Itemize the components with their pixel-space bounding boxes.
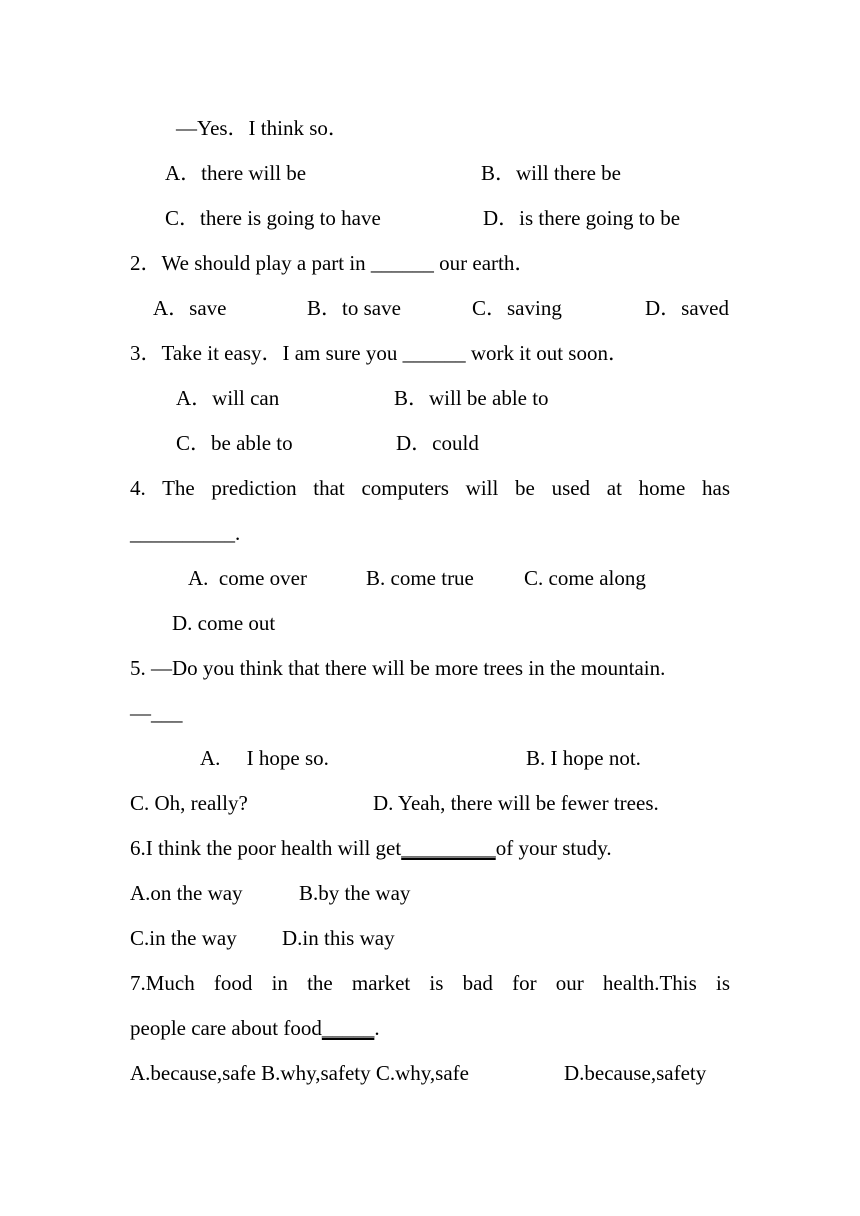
option-d: D. come out [172,611,276,635]
option-a: A．save [153,296,227,320]
option-b: B．will be able to [394,386,549,410]
option-d: D.in this way [282,926,395,950]
option-c: C．be able to [176,431,293,455]
option-c: C. come along [524,566,646,590]
question-6-blank: _________ [401,836,496,860]
question-7-blank: _____ [321,1016,375,1040]
question-7-continued [130,1015,380,1041]
option-b: B. I hope not. [526,746,641,770]
option-b: B.by the way [299,881,411,905]
question-6-text: 6.I think the poor health will get [130,836,402,860]
option-a: A. I hope so. [200,746,329,770]
question-2: 2．We should play a part in ______ our earth． [130,251,536,275]
question-7: 7.Much food in the market is bad for our health.This is [130,971,730,995]
option-b: B．will there be [481,161,621,185]
option-d: D．is there going to be [483,206,681,230]
question-4: 4. The prediction that computers will be used at home has [130,476,730,500]
options-abc: A.because,safe B.why,safety C.why,safe [130,1061,469,1085]
option-a: A．there will be [165,161,307,185]
answer-line: —Yes．I think so． [176,116,349,140]
option-c: C．there is going to have [165,206,381,230]
option-c: C. Oh, really? [130,791,248,815]
question-3: 3．Take it easy．I am sure you ______ work it out soon． [130,341,629,365]
question-6 [130,835,612,861]
option-a: A.on the way [130,881,243,905]
question-6-text-end: of your study. [495,836,612,860]
option-c: C.in the way [130,926,237,950]
question-5: 5. —Do you think that there will be more trees in the mountain. [130,656,666,680]
question-5-answer-blank: —___ [130,701,183,725]
option-a: A．will can [176,386,280,410]
option-d: D.because,safety [564,1061,707,1085]
option-c: C．saving [472,296,562,320]
question-7-text-end: . [374,1016,380,1040]
option-d: D．could [396,431,479,455]
option-b: B．to save [307,296,401,320]
option-d: D. Yeah, there will be fewer trees. [373,791,659,815]
question-7-text: people care about food [130,1016,322,1040]
question-4-blank: __________. [130,521,241,545]
option-b: B. come true [366,566,474,590]
option-a: A. come over [188,566,307,590]
option-d: D．saved [645,296,729,320]
